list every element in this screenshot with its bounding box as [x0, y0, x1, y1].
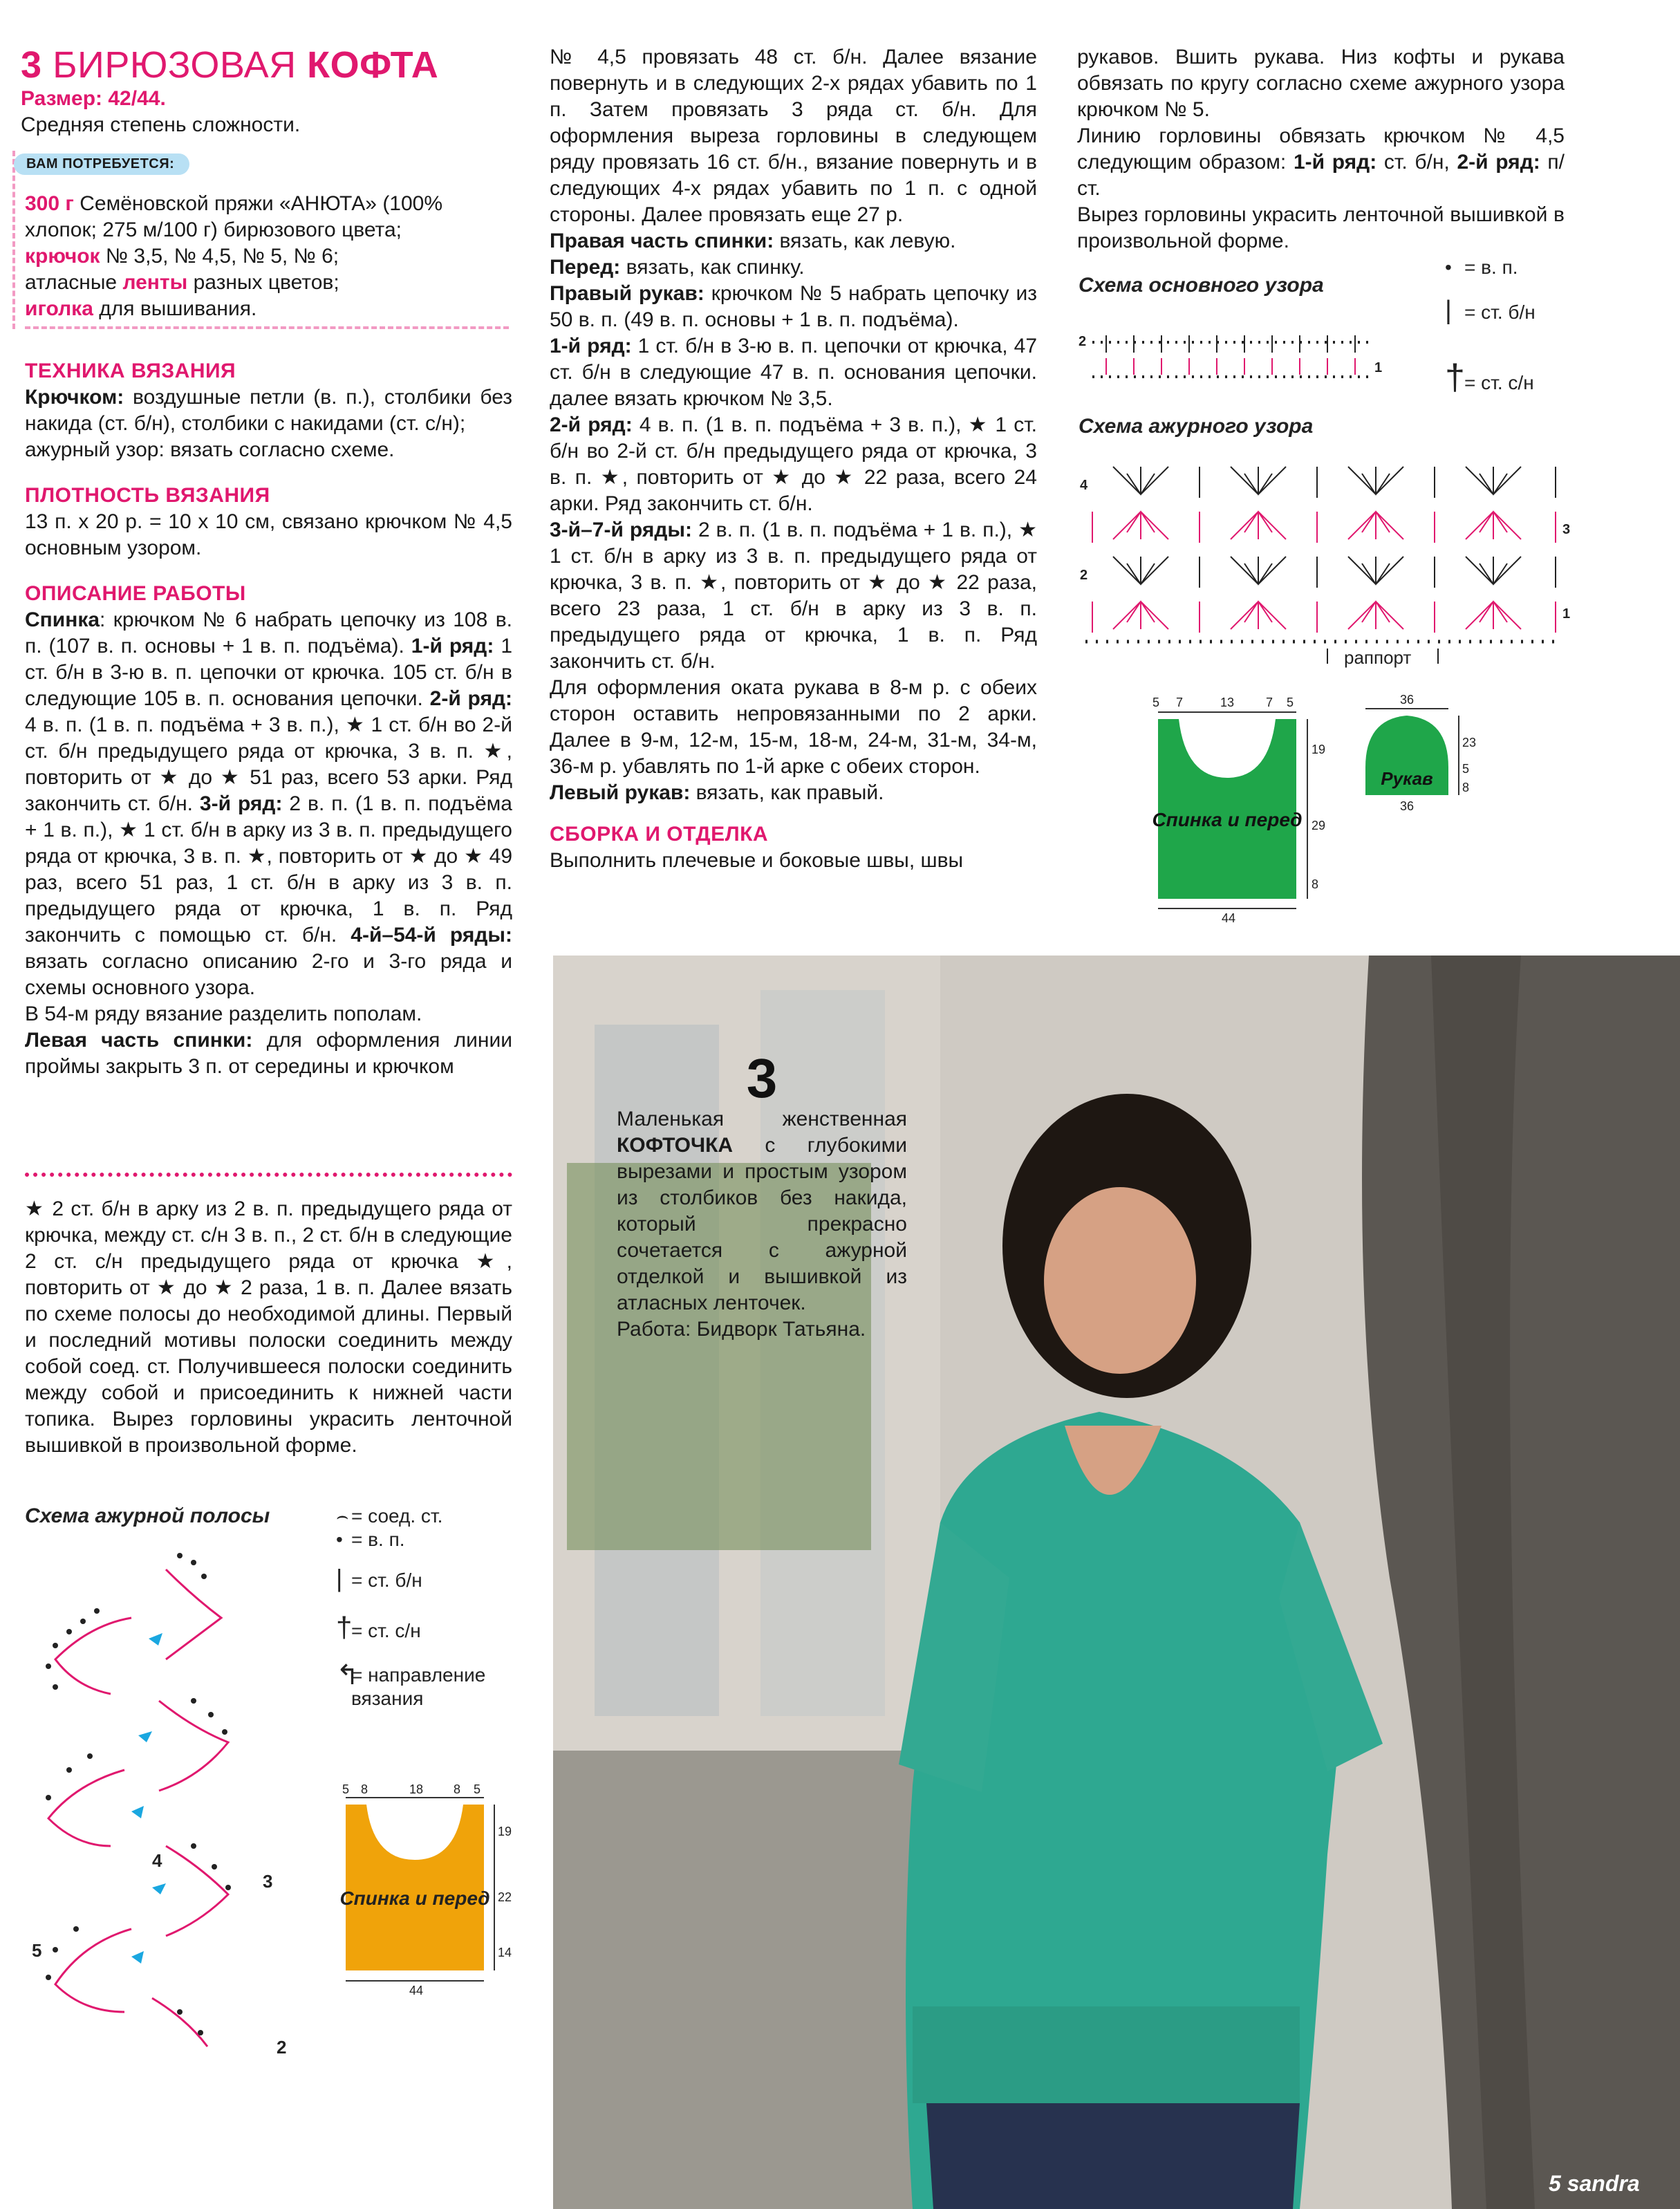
materials-line-2: хлопок; 275 м/100 г) бирюзового цвета;	[25, 218, 402, 241]
density-text: 13 п. х 20 р. = 10 х 10 см, связано крючком № 4,5 основным узором.	[25, 510, 512, 559]
main-pattern-diagram	[1079, 325, 1397, 394]
sleeve-row3-key: 3-й–7-й ряды:	[550, 519, 692, 541]
legend-dc2-text: = ст. с/н	[351, 1620, 421, 1641]
neckline-body: Линию горловины обвязать крючком № 4,5 следующим образом:	[1077, 124, 1565, 174]
caption-author: Работа: Бидворк Татьяна.	[617, 1318, 866, 1341]
main-pattern-row2	[1079, 334, 1369, 353]
column-1	[25, 346, 512, 1080]
sleeve-cap-text: Для оформления оката рукава в 8-м р. с обеих сторон оставить непровязанными по 2 арки. Далее в 9-м, 12-м, 15-м, 18-м, 24-м, 31-м, 34-м, 36-м р. убавлять по 1-й арке с обеих сторон.	[550, 676, 1037, 778]
caption-key: КОФТОЧКА	[617, 1134, 734, 1157]
strip-diagram-title: Схема ажурной полосы	[25, 1504, 270, 1527]
orange-w-0: 5	[342, 1784, 350, 1796]
lace-row-4: 4	[1080, 478, 1088, 493]
sleeve-row1	[550, 333, 1037, 412]
main-pattern-row1	[1092, 358, 1382, 377]
materials-line-4	[25, 270, 509, 296]
caption-lead: Маленькая женственная	[617, 1108, 907, 1130]
sleeve-row1-key: 1-й ряд:	[550, 335, 632, 357]
main-legend	[1445, 256, 1618, 398]
sleeve-bottom-dim: 36	[1400, 799, 1415, 813]
col2-intro: № 4,5 провязать 48 ст. б/н. Далее вязание повернуть и в следующих 2-х рядах убавить по 1 п. Затем провязать 3 ряда ст. б/н. Для оформления выреза горловины в следующем ряду провязать 16 ст. б/н., вязание повернуть и в следующих 4-х рядах убавить по 1 п. с одной стороны. Далее провязать еще 27 р.	[550, 46, 1037, 226]
column-2	[550, 44, 1037, 874]
orange-w-2: 18	[409, 1784, 424, 1796]
title-part-b: КОФТА	[307, 44, 439, 86]
lace-pattern-title: Схема ажурного узора	[1079, 415, 1314, 438]
main-pattern-title: Схема основного узора	[1079, 274, 1324, 297]
ribbon-prefix: атласные	[25, 271, 123, 294]
row1-body: 1 ст. б/н в 3-ю в. п. цепочки от крючка. 105 ст. б/н в следующие 105 в. п. основания цепочки.	[25, 635, 513, 710]
orange-w-1: 8	[361, 1784, 368, 1796]
rapport-label: раппорт	[1344, 647, 1412, 668]
needle-label: иголка	[25, 297, 93, 320]
lace-row-numbers	[1080, 478, 1570, 622]
lace-row-3: 3	[1562, 522, 1571, 537]
left-back-body: для оформления линии проймы закрыть 3 п. от середины и крючком	[25, 1029, 512, 1078]
section-description: ОПИСАНИЕ РАБОТЫ	[25, 582, 246, 605]
green-w-0: 5	[1152, 696, 1160, 709]
right-back-text	[550, 228, 1037, 254]
caption-body: с глубокими вырезами и простым узором из столбиков без накида, который прекрасно сочетается с ажурной отделкой и вышивкой из атласных ленточек.	[617, 1134, 907, 1314]
strip-num-3: 3	[263, 1871, 273, 1892]
sleeve-h-1: 5	[1462, 762, 1470, 776]
legend-sl-text: = соед. ст.	[351, 1505, 443, 1527]
sleeve-label: Рукав	[1381, 768, 1433, 789]
lace-row-1: 1	[1562, 606, 1571, 622]
legend-dc-main: †= ст. с/н	[1445, 357, 1534, 398]
lace-row-2: 2	[1080, 568, 1088, 583]
legend-chain-main: • = в. п.	[1445, 257, 1518, 278]
row4-body: вязать согласно описанию 2-го и 3-го ряда и схемы основного узора.	[25, 950, 512, 999]
hook-label: крючок	[25, 245, 100, 268]
caption-text	[617, 1106, 907, 1316]
orange-bottom: 44	[409, 1984, 424, 1997]
materials-list	[25, 191, 509, 329]
lace-dark-fans	[1113, 467, 1556, 588]
green-w-2: 13	[1220, 696, 1235, 709]
need-badge	[14, 153, 189, 175]
orange-h-2: 14	[498, 1946, 512, 1959]
sleeve-top-dim: 36	[1400, 693, 1415, 707]
technique-body: воздушные петли (в. п.), столбики без накида (ст. б/н), столбики с накидами (ст. с/н);	[25, 386, 512, 435]
section-density: ПЛОТНОСТЬ ВЯЗАНИЯ	[25, 484, 270, 507]
caption-number: 3	[746, 1047, 778, 1109]
hook-sizes: № 3,5, № 4,5, № 5, № 6;	[100, 245, 339, 268]
column-3	[1077, 44, 1565, 254]
front-text	[550, 254, 1037, 281]
strip-num-5: 5	[32, 1940, 42, 1961]
orange-w-4: 5	[474, 1784, 481, 1796]
green-schematic	[1144, 691, 1338, 926]
yarn-amount: 300 г	[25, 192, 74, 215]
lace-strip-diagram	[28, 1542, 318, 2074]
ribbon-desc: разных цветов;	[187, 271, 339, 294]
lace-pattern-diagram	[1079, 456, 1576, 678]
legend-slip-stitch: ⌢ = соед. ст.	[336, 1505, 443, 1527]
need-label: ВАМ ПОТРЕБУЕТСЯ:	[14, 153, 189, 175]
back-key: Спинка	[25, 608, 100, 631]
left-back-key: Левая часть спинки:	[25, 1029, 253, 1052]
orange-h-1: 22	[498, 1890, 512, 1904]
main-row-1: 1	[1374, 360, 1383, 375]
strip-arrows	[131, 1633, 166, 1964]
left-sleeve-key: Левый рукав:	[550, 781, 691, 804]
legend-dc-text: = ст. с/н	[1464, 372, 1534, 393]
dotted-divider	[25, 1173, 512, 1177]
neckline-text	[1077, 123, 1565, 202]
legend-dir-text: = направление вязания	[351, 1664, 486, 1709]
strip-text	[25, 1196, 512, 1459]
green-w-4: 5	[1287, 696, 1294, 709]
legend-sc-text: = ст. б/н	[1464, 301, 1536, 323]
sleeve-row2-body: 4 в. п. (1 в. п. подъёма + 3 в. п.), ★ 1 ст. б/н во 2-й ст. б/н предыдущего ряда от крючка, 3 в. п. ★, повторить от ★ до ★ 22 раза, всего 24 арки. Ряд закончить ст. б/н.	[550, 413, 1037, 515]
neck-row1-body: ст. б/н,	[1376, 151, 1450, 174]
strip-motifs	[48, 1569, 228, 2047]
orange-w-3: 8	[454, 1784, 461, 1796]
yarn-desc: Семёновской пряжи «АНЮТА» (100%	[73, 192, 443, 215]
size-value: 42/44.	[108, 87, 166, 110]
legend-double-crochet: †= ст. с/н	[336, 1611, 421, 1643]
needle-desc: для вышивания.	[93, 297, 257, 320]
technique-key: Крючком:	[25, 386, 124, 409]
sleeve-row3	[550, 517, 1037, 675]
row3-key: 3-й ряд:	[199, 792, 283, 815]
orange-h-0: 19	[498, 1825, 512, 1838]
page-number: 5	[1549, 2171, 1561, 2196]
section-assembly: СБОРКА И ОТДЕЛКА	[550, 823, 769, 846]
materials-line-5	[25, 296, 509, 322]
left-sleeve-text	[550, 780, 1037, 806]
photo-caption	[617, 1047, 907, 1343]
size-label: Размер:	[21, 87, 103, 110]
brand-name: sandra	[1567, 2171, 1640, 2196]
right-sleeve-key: Правый рукав:	[550, 282, 704, 305]
green-w-1: 7	[1176, 696, 1184, 709]
neck-row2-key: 2-й ряд:	[1457, 151, 1540, 174]
row2-key: 2-й ряд:	[429, 687, 512, 710]
materials-line-3	[25, 243, 509, 270]
green-bottom: 44	[1222, 911, 1236, 925]
article-number: 3	[21, 44, 42, 86]
technique-text	[25, 384, 512, 437]
neck-row1-key: 1-й ряд:	[1293, 151, 1377, 174]
sleeve-h-0: 23	[1462, 736, 1477, 749]
title-part-a: БИРЮЗОВАЯ	[53, 44, 297, 86]
difficulty: Средняя степень сложности.	[21, 113, 301, 136]
left-back-text	[25, 1027, 512, 1080]
orange-schematic	[332, 1784, 512, 2005]
orange-label: Спинка и перед	[339, 1888, 490, 1909]
col3-intro: рукавов. Вшить рукава. Низ кофты и рукава обвязать по кругу согласно схеме ажурного узора крючком № 5.	[1077, 46, 1565, 121]
right-back-key: Правая часть спинки:	[550, 230, 774, 252]
sleeve-row2-key: 2-й ряд:	[550, 413, 633, 436]
legend-sc-main: | = ст. б/н	[1445, 296, 1536, 325]
strip-body: ★ 2 ст. б/н в арку из 2 в. п. предыдущего ряда от крючка, между ст. с/н 3 в. п., 2 ст. б/н в следующие 2 ст. с/н предыдущего ряда от крючка ★, повторить от ★ до ★ 2 раза, 1 в. п. Далее вязать по схеме полосы до необходимой длины. Первый и последний мотивы полоски соединить между собой соед. ст. Получившееся полоски соединить между собой и присоединить к нижней части топика. Вырез горловины украсить ленточной вышивкой в произвольной форме.	[25, 1197, 512, 1457]
legend-sc2-text: = ст. б/н	[351, 1569, 422, 1591]
article-title	[21, 44, 519, 86]
sleeve-schematic	[1359, 691, 1497, 830]
split-text: В 54-м ряду вязание разделить пополам.	[25, 1003, 422, 1025]
row2-body: 4 в. п. (1 в. п. подъёма + 3 в. п.), ★ 1 ст. б/н во 2-й ст. б/н предыдущего ряда от крючка, 3 в. п. ★, повторить от ★ до ★ 51 раз, всего 53 арки. Ряд закончить ст. б/н.	[25, 714, 512, 815]
right-back-body: вязать, как левую.	[774, 230, 956, 252]
back-body: : крючком № 6 набрать цепочку из 108 в. п. (107 в. п. основы + 1 в. п. подъёма).	[25, 608, 512, 658]
page-footer	[1549, 2171, 1640, 2197]
legend-chain: • = в. п.	[336, 1529, 405, 1550]
assembly-text: Выполнить плечевые и боковые швы, швы	[550, 849, 964, 872]
sleeve-row2	[550, 412, 1037, 517]
ribbon-label: ленты	[122, 271, 188, 294]
front-key: Перед:	[550, 256, 621, 279]
row3-body: 2 в. п. (1 в. п. подъёма + 1 в. п.), ★ 1 ст. б/н в арку из 3 в. п. предыдущего ряда от крючка, 3 в. п. ★, повторить от ★ до ★ 49 раз, всего 51 раз, 1 ст. б/н в арку из 3 в. п. предыдущего ряда от крючка, 1 в. п. Ряд закончить с помощью ст. б/н.	[25, 792, 512, 947]
legend-direction: ↰ = направление вязания	[336, 1663, 530, 1711]
legend-ch-text: = в. п.	[1464, 257, 1518, 278]
strip-num-2: 2	[277, 2037, 287, 2058]
strip-legend	[336, 1504, 530, 1711]
legend-ch2-text: = в. п.	[351, 1529, 405, 1550]
green-h-0: 19	[1312, 743, 1326, 756]
row1-key: 1-й ряд:	[411, 635, 494, 658]
green-label: Спинка и перед	[1152, 809, 1303, 830]
left-sleeve-body: вязать, как правый.	[690, 781, 884, 804]
front-body: вязать, как спинку.	[620, 256, 805, 279]
green-w-3: 7	[1266, 696, 1273, 709]
right-sleeve-text	[550, 281, 1037, 333]
section-technique: ТЕХНИКА ВЯЗАНИЯ	[25, 360, 236, 382]
decor-text: Вырез горловины украсить ленточной вышивкой в произвольной форме.	[1077, 203, 1565, 252]
sleeve-h-2: 8	[1462, 781, 1470, 794]
back-text	[25, 607, 512, 1001]
sleeve-row1-body: 1 ст. б/н в 3-ю в. п. цепочки от крючка, 47 ст. б/н в следующие 47 в. п. основания цепочки. далее вязать крючком № 3,5.	[550, 335, 1038, 410]
technique-text-2: ажурный узор: вязать согласно схеме.	[25, 438, 395, 461]
neck-row2-body: п/ст.	[1077, 151, 1565, 200]
main-row-2: 2	[1079, 334, 1087, 349]
size-line	[21, 86, 519, 112]
legend-single-crochet: | = ст. б/н	[336, 1564, 422, 1592]
strip-num-4: 4	[152, 1850, 162, 1871]
right-sleeve-body: крючком № 5 набрать цепочку из 50 в. п. (49 в. п. основы + 1 в. п. подъёма).	[550, 282, 1037, 331]
materials-line-1	[25, 191, 509, 217]
strip-row-numbers	[32, 1850, 286, 2058]
green-h-2: 8	[1312, 877, 1319, 891]
article-header	[21, 44, 519, 138]
row4-key: 4-й–54-й ряды:	[351, 924, 512, 947]
sleeve-row3-body: 2 в. п. (1 в. п. подъёма + 1 в. п.), ★ 1 ст. б/н в арку из 3 в. п. предыдущего ряда от крючка, 3 в. п. ★, повторить от ★ до ★ 22 раза, всего 23 раза, 1 ст. б/н в арку из 3 в. п. предыдущего ряда от крючка, 1 в. п. Ряд закончить ст. б/н.	[550, 519, 1037, 673]
green-h-1: 29	[1312, 819, 1326, 832]
